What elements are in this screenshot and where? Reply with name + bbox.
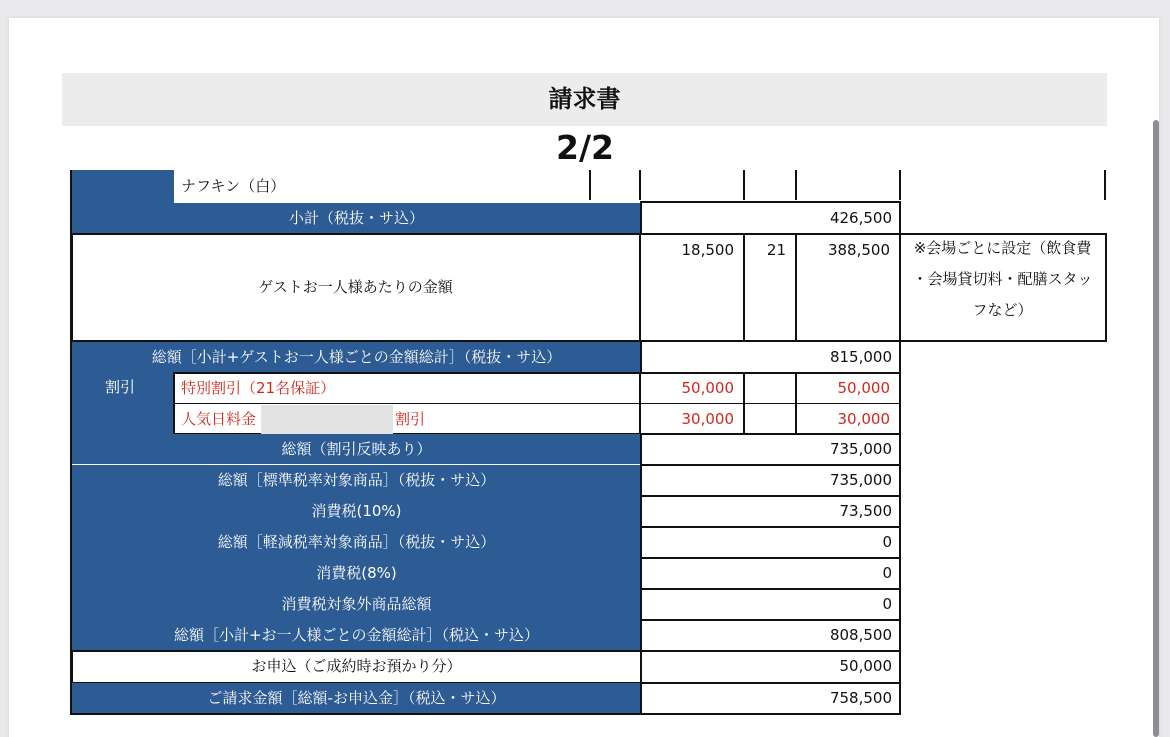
- discount-label: 割引: [104, 378, 135, 396]
- discount-item2-label-before: 人気日料金: [181, 410, 257, 428]
- discount-item2-unit-price: 30,000: [681, 410, 734, 428]
- tax8-label: 消費税(8%): [316, 564, 397, 582]
- total-after-discount-amount: 735,000: [829, 440, 892, 458]
- standard-total-label: 総額［標準税率対象商品］（税抜・サ込）: [217, 471, 496, 489]
- napkin-divider: [1104, 170, 1106, 200]
- discount-item1-unit-price: 50,000: [681, 379, 734, 397]
- napkin-category-cell: [72, 170, 174, 203]
- scrollbar[interactable]: [1153, 120, 1159, 737]
- guest-label: ゲストお一人様あたりの金額: [258, 278, 453, 296]
- discount-item1-label: 特別割引（21名保証）: [181, 379, 336, 397]
- napkin-divider: [639, 170, 641, 200]
- tax8-amount: 0: [882, 564, 892, 582]
- grand-total-label: 総額［小計+お一人様ごとの金額総計］（税込・サ込）: [173, 626, 540, 644]
- reduced-total-label: 総額［軽減税率対象商品］（税抜・サ込）: [217, 533, 496, 551]
- page-number: 2/2: [556, 128, 614, 167]
- napkin-divider: [589, 170, 591, 200]
- discount-row-divider: [173, 403, 901, 404]
- guest-note-line-2: ・会場貸切料・配膳スタッ: [912, 270, 1093, 288]
- napkin-divider: [795, 170, 797, 200]
- non-taxable-label: 消費税対象外商品総額: [281, 595, 432, 613]
- napkin-divider: [899, 170, 901, 200]
- deposit-amount: 50,000: [839, 657, 892, 675]
- napkin-label: ナフキン（白）: [181, 177, 286, 195]
- total1-amount: 815,000: [829, 348, 892, 366]
- tax10-label: 消費税(10%): [311, 502, 402, 520]
- subtotal-amount: 426,500: [829, 209, 892, 227]
- grand-total-amount: 808,500: [829, 626, 892, 644]
- tax10-amount: 73,500: [839, 502, 892, 520]
- guest-quantity: 21: [766, 241, 786, 259]
- non-taxable-amount: 0: [882, 595, 892, 613]
- table-left-border: [70, 170, 72, 715]
- subtotal-label: 小計（税抜・サ込）: [288, 209, 424, 227]
- reduced-total-amount: 0: [882, 533, 892, 551]
- table-bottom-border: [70, 713, 642, 715]
- total1-label: 総額［小計+ゲストお一人様ごとの金額総計］（税抜・サ込）: [151, 348, 562, 366]
- guest-unit-price: 18,500: [681, 241, 734, 259]
- standard-total-amount: 735,000: [829, 471, 892, 489]
- invoice-title: 請求書: [62, 73, 1107, 126]
- discount-item2-amount: 30,000: [837, 410, 890, 428]
- discount-item1-amount: 50,000: [837, 379, 890, 397]
- invoice-amount-label: ご請求金額［総額-お申込金］（税込・サ込）: [207, 689, 506, 707]
- guest-amount: 388,500: [827, 241, 890, 259]
- deposit-label: お申込（ご成約時お預かり分）: [251, 657, 462, 675]
- guest-note-line-3: フなど）: [972, 301, 1033, 319]
- discount-item2-label-after: 割引: [395, 410, 426, 428]
- guest-note-line-1: ※会場ごとに設定（飲食費: [913, 239, 1092, 257]
- total-after-discount-label: 総額（割引反映あり）: [281, 440, 432, 458]
- napkin-divider: [743, 170, 745, 200]
- invoice-amount: 758,500: [829, 689, 892, 707]
- discount-divider: [743, 372, 745, 435]
